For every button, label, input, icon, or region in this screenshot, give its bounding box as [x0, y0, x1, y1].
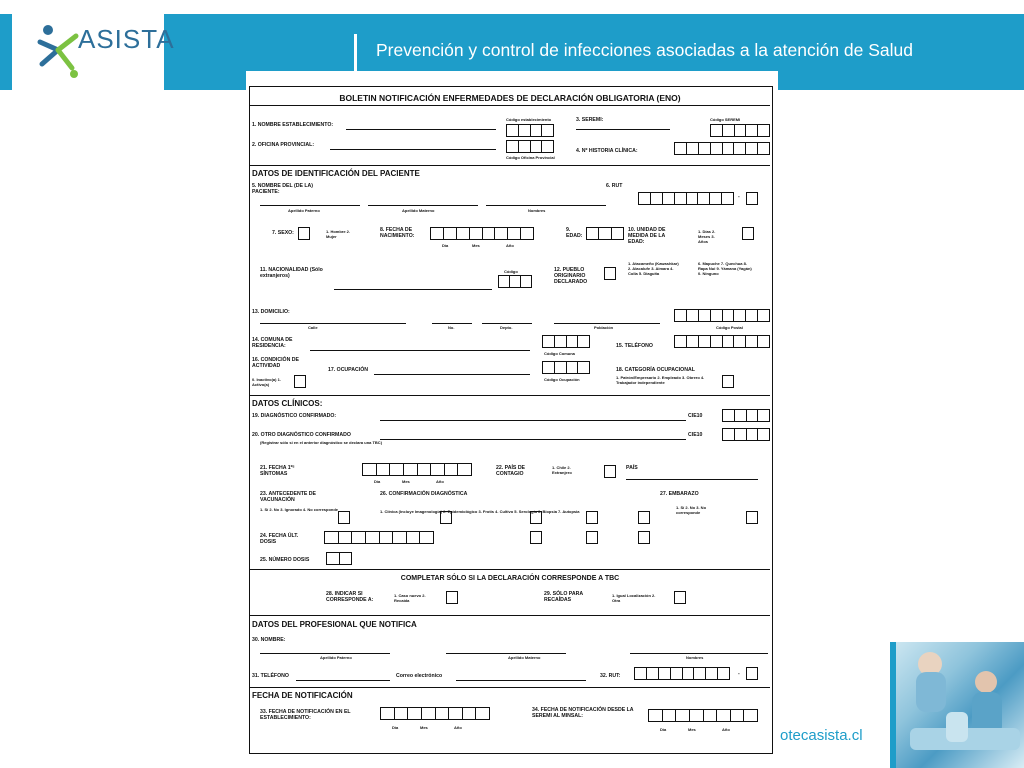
poblacion-line[interactable] [554, 323, 660, 324]
field-28-label: 28. INDICAR SI CORRESPONDE A: [326, 591, 374, 603]
nombres-label: Nombres [528, 208, 546, 213]
pais-line[interactable] [626, 479, 758, 480]
conf-box-2[interactable] [530, 511, 542, 524]
depto-label: Depto. [500, 325, 513, 330]
header-left-strip [0, 14, 12, 90]
field-1-label: 1. NOMBRE ESTABLECIMIENTO: [252, 122, 334, 128]
codigo-nacionalidad-label: Código [504, 269, 518, 274]
field-34-label: 34. FECHA DE NOTIFICACIÓN DESDE LA SEREMI AL MINSAL: [532, 707, 634, 719]
pueblo-options-2: 6. Mapuche 7. Quechua 8. Rapa Nui 9. Yámana (Yagán) 0. Ninguno [698, 261, 752, 276]
prof-apellido-materno-label: Apellido Materno [508, 655, 541, 660]
codigo-ocupacion-boxes[interactable] [542, 361, 590, 374]
notif-seremi-ano-label: Año [722, 727, 730, 732]
divider [250, 395, 770, 396]
tbc-header: COMPLETAR SÓLO SI LA DECLARACIÓN CORRESPONDE A TBC [400, 575, 620, 582]
prof-telefono-line[interactable] [296, 680, 390, 681]
field-9-label: 9. EDAD: [566, 227, 583, 239]
field-14-label: 14. COMUNA DE RESIDENCIA: [252, 337, 293, 349]
dia-label: Día [442, 243, 449, 248]
divider [250, 165, 770, 166]
field-3-line[interactable] [576, 129, 670, 130]
conf-box-7[interactable] [638, 531, 650, 544]
sexo-box[interactable] [298, 227, 310, 240]
field-11-label: 11. NACIONALIDAD (Sólo extranjeros) [260, 267, 323, 279]
field-10-label: 10. UNIDAD DE MEDIDA DE LA EDAD: [628, 227, 666, 245]
field-21-label: 21. FECHA 1ºˢ SÍNTOMAS [260, 465, 295, 477]
field-27-label: 27. EMBARAZO [660, 491, 699, 497]
conf-box-6[interactable] [586, 531, 598, 544]
sexo-options: 1. Hombre 2. Mujer [326, 229, 351, 239]
calle-label: Calle [308, 325, 318, 330]
codigo-oficina-boxes[interactable] [506, 140, 554, 153]
conf-box-5[interactable] [530, 531, 542, 544]
logo-text: ASISTA [78, 24, 175, 54]
numero-dosis-boxes[interactable] [326, 552, 352, 565]
embarazo-box[interactable] [746, 511, 758, 524]
field-2-line[interactable] [330, 149, 496, 150]
field-32-label: 32. RUT: [600, 673, 621, 679]
field-12-label: 12. PUEBLO ORIGINARIO DECLARADO [554, 267, 588, 285]
codigo-comuna-boxes[interactable] [542, 335, 590, 348]
conf-box-1[interactable] [440, 511, 452, 524]
depto-line[interactable] [482, 323, 532, 324]
actividad-options: 0. Inactivo(a) 1. Activo(a) [252, 377, 281, 387]
confirmacion-options: 1. Clínica (Incluye Imagenología) 2. Epidemiológico 3. Frotis 4. Cultivo 5. Serología 6. Biopsia 7. Autopsia [380, 509, 580, 514]
vacunacion-options: 1. Sí 2. No 3. Ignorado 4. No corresponde [260, 507, 339, 512]
codigo-postal-boxes[interactable] [674, 309, 770, 322]
field-5-label: 5. NOMBRE DEL (DE LA) PACIENTE: [252, 183, 314, 195]
slide-title: Prevención y control de infecciones asociadas a la atención de Salud [376, 40, 914, 60]
notif-est-mes-label: Mes [420, 725, 428, 730]
fecha-nacimiento-boxes[interactable] [430, 227, 534, 240]
field-23-label: 23. ANTECEDENTE DE VACUNACIÓN [260, 491, 317, 503]
codigo-seremi-boxes[interactable] [710, 124, 770, 137]
rut-dv-box[interactable] [746, 192, 758, 205]
field-16-label: 16. CONDICIÓN DE ACTIVIDAD [252, 357, 299, 369]
conf-box-3[interactable] [586, 511, 598, 524]
field-15-label: 15. TELÉFONO [616, 343, 653, 349]
field-30-label: 30. NOMBRE: [252, 637, 286, 643]
notif-seremi-mes-label: Mes [688, 727, 696, 732]
divider [250, 105, 770, 106]
field-22-label: 22. PAÍS DE CONTAGIO [496, 465, 526, 477]
numero-line[interactable] [432, 323, 472, 324]
field-31-label: 31. TELÉFONO [252, 673, 289, 679]
numero-label: No. [448, 325, 455, 330]
comuna-line[interactable] [310, 350, 530, 351]
rut-dash: - [738, 194, 740, 200]
field-20-note: (Registrar sólo si en el anterior diagnóstico se declara una TBC) [260, 440, 383, 445]
apellido-materno-label: Apellido Materno [402, 208, 435, 213]
form-header: BOLETIN NOTIFICACIÓN ENFERMEDADES DE DECLARACIÓN OBLIGATORIA (ENO) [339, 93, 681, 103]
prof-apellido-materno-line[interactable] [446, 653, 566, 654]
prof-apellido-paterno-line[interactable] [260, 653, 390, 654]
fecha-establecimiento-boxes[interactable] [380, 707, 490, 720]
field-20-label: 20. OTRO DIAGNÓSTICO CONFIRMADO [252, 432, 351, 438]
apellido-materno-line[interactable] [368, 205, 478, 206]
medical-staff-photo [890, 642, 1024, 768]
ocupacion-line[interactable] [374, 374, 530, 375]
vacunacion-box[interactable] [338, 511, 350, 524]
unidad-box[interactable] [742, 227, 754, 240]
field-6-label: 6. RUT [606, 183, 623, 189]
apellido-paterno-label: Apellido Paterno [288, 208, 320, 213]
codigo-oficina-label: Código Oficina Provincial [506, 155, 555, 160]
section-clinicos: DATOS CLÍNICOS: [252, 399, 323, 408]
codigo-est-label: Código establecimiento [506, 117, 552, 122]
pueblo-options-1: 1. Atacameño (Kawashkar) 2. Alacalufe 3. Aimara 4. Colla 5. Diaguita [628, 261, 679, 276]
prof-nombres-label: Nombres [686, 655, 704, 660]
tbc-options: 1. Caso nuevo 2. Recaída [394, 593, 426, 603]
nacionalidad-boxes[interactable] [498, 275, 532, 288]
otro-diagnostico-line[interactable] [380, 439, 686, 440]
field-3-label: 3. SEREMI: [576, 117, 604, 123]
embarazo-options: 1. Sí 2. No 3. No corresponde [676, 505, 707, 515]
divider [250, 615, 770, 616]
prof-apellido-paterno-label: Apellido Paterno [320, 655, 352, 660]
pais-label: PAÍS [626, 465, 638, 471]
nombres-line[interactable] [486, 205, 606, 206]
conf-box-4[interactable] [638, 511, 650, 524]
field-26-label: 26. CONFIRMACIÓN DIAGNÓSTICA [380, 491, 468, 497]
field-8-label: 8. FECHA DE NACIMIENTO: [380, 227, 415, 239]
fecha-dosis-boxes[interactable] [324, 531, 434, 544]
mes-label: Mes [472, 243, 480, 248]
tbc-box[interactable] [446, 591, 458, 604]
pais-options: 1. Chile 2. Extranjero [552, 465, 572, 475]
field-1-line[interactable] [346, 129, 496, 130]
field-33-label: 33. FECHA DE NOTIFICACIÓN EN EL ESTABLECIMIENTO: [260, 709, 351, 721]
asista-logo-icon [36, 16, 80, 80]
correo-line[interactable] [456, 680, 586, 681]
ano-label: Año [506, 243, 514, 248]
telefono-boxes[interactable] [674, 335, 770, 348]
categoria-options: 1. Patrón/Empresario 2. Empleado 3. Obrero 4. Trabajador independiente [616, 375, 705, 385]
field-19-label: 19. DIAGNÓSTICO CONFIRMADO: [252, 413, 337, 419]
edad-boxes[interactable] [586, 227, 624, 240]
cie10-label-2: CIE10 [688, 432, 703, 438]
sintomas-dia-label: Día [374, 479, 381, 484]
surgeons-illustration-icon [890, 642, 1024, 768]
cie10-boxes-2[interactable] [722, 428, 770, 441]
diagnostico-line[interactable] [380, 420, 686, 421]
prof-rut-dv-box[interactable] [746, 667, 758, 680]
section-profesional: DATOS DEL PROFESIONAL QUE NOTIFICA [252, 620, 417, 629]
field-18-label: 18. CATEGORÍA OCUPACIONAL [616, 367, 695, 373]
rut-boxes[interactable] [638, 192, 734, 205]
codigo-est-boxes[interactable] [506, 124, 554, 137]
apellido-paterno-line[interactable] [260, 205, 360, 206]
field-24-label: 24. FECHA ÚLT. DOSIS [260, 533, 299, 545]
divider [250, 687, 770, 688]
section-fecha: FECHA DE NOTIFICACIÓN [252, 691, 353, 700]
fecha-seremi-boxes[interactable] [648, 709, 758, 722]
codigo-seremi-label: Código SEREMI [710, 117, 741, 122]
notif-seremi-dia-label: Día [660, 727, 667, 732]
cie10-boxes-1[interactable] [722, 409, 770, 422]
actividad-box[interactable] [294, 375, 306, 388]
recaida-options: 1. Igual Localización 2. Otra [612, 593, 656, 603]
codigo-ocupacion-label: Código Ocupación [544, 377, 580, 382]
categoria-box[interactable] [722, 375, 734, 388]
notif-est-dia-label: Día [392, 725, 399, 730]
prof-rut-dash: - [738, 671, 740, 677]
fecha-sintomas-boxes[interactable] [362, 463, 472, 476]
recaida-box[interactable] [674, 591, 686, 604]
unidad-options: 1. Días 2. Meses 3. Años [698, 229, 716, 244]
prof-nombres-line[interactable] [630, 653, 768, 654]
field-13-label: 13. DOMICILIO: [252, 309, 290, 315]
field-4-label: 4. Nº HISTORIA CLÍNICA: [576, 148, 638, 154]
notif-est-ano-label: Año [454, 725, 462, 730]
historia-clinica-boxes[interactable] [674, 142, 770, 155]
pueblo-box[interactable] [604, 267, 616, 280]
cie10-label-1: CIE10 [688, 413, 703, 419]
logo-box [12, 0, 175, 90]
eno-form [249, 86, 773, 754]
codigo-comuna-label: Código Comuna [544, 351, 575, 356]
sintomas-mes-label: Mes [402, 479, 410, 484]
title-divider [354, 34, 357, 74]
field-29-label: 29. SÓLO PARA RECAÍDAS [544, 591, 583, 603]
field-2-label: 2. OFICINA PROVINCIAL: [252, 142, 315, 148]
codigo-postal-label: Código Postal [716, 325, 743, 330]
field-25-label: 25. NÚMERO DOSIS [260, 557, 310, 563]
pais-box[interactable] [604, 465, 616, 478]
field-7-label: 7. SEXO: [272, 230, 294, 236]
calle-line[interactable] [260, 323, 406, 324]
section-paciente: DATOS DE IDENTIFICACIÓN DEL PACIENTE [252, 169, 420, 178]
sintomas-ano-label: Año [436, 479, 444, 484]
website-link[interactable]: otecasista.cl [780, 727, 863, 744]
field-17-label: 17. OCUPACIÓN [328, 367, 368, 373]
nacionalidad-line[interactable] [334, 289, 492, 290]
divider [250, 569, 770, 570]
poblacion-label: Población [594, 325, 614, 330]
prof-rut-boxes[interactable] [634, 667, 730, 680]
correo-label: Correo electrónico [396, 673, 443, 679]
